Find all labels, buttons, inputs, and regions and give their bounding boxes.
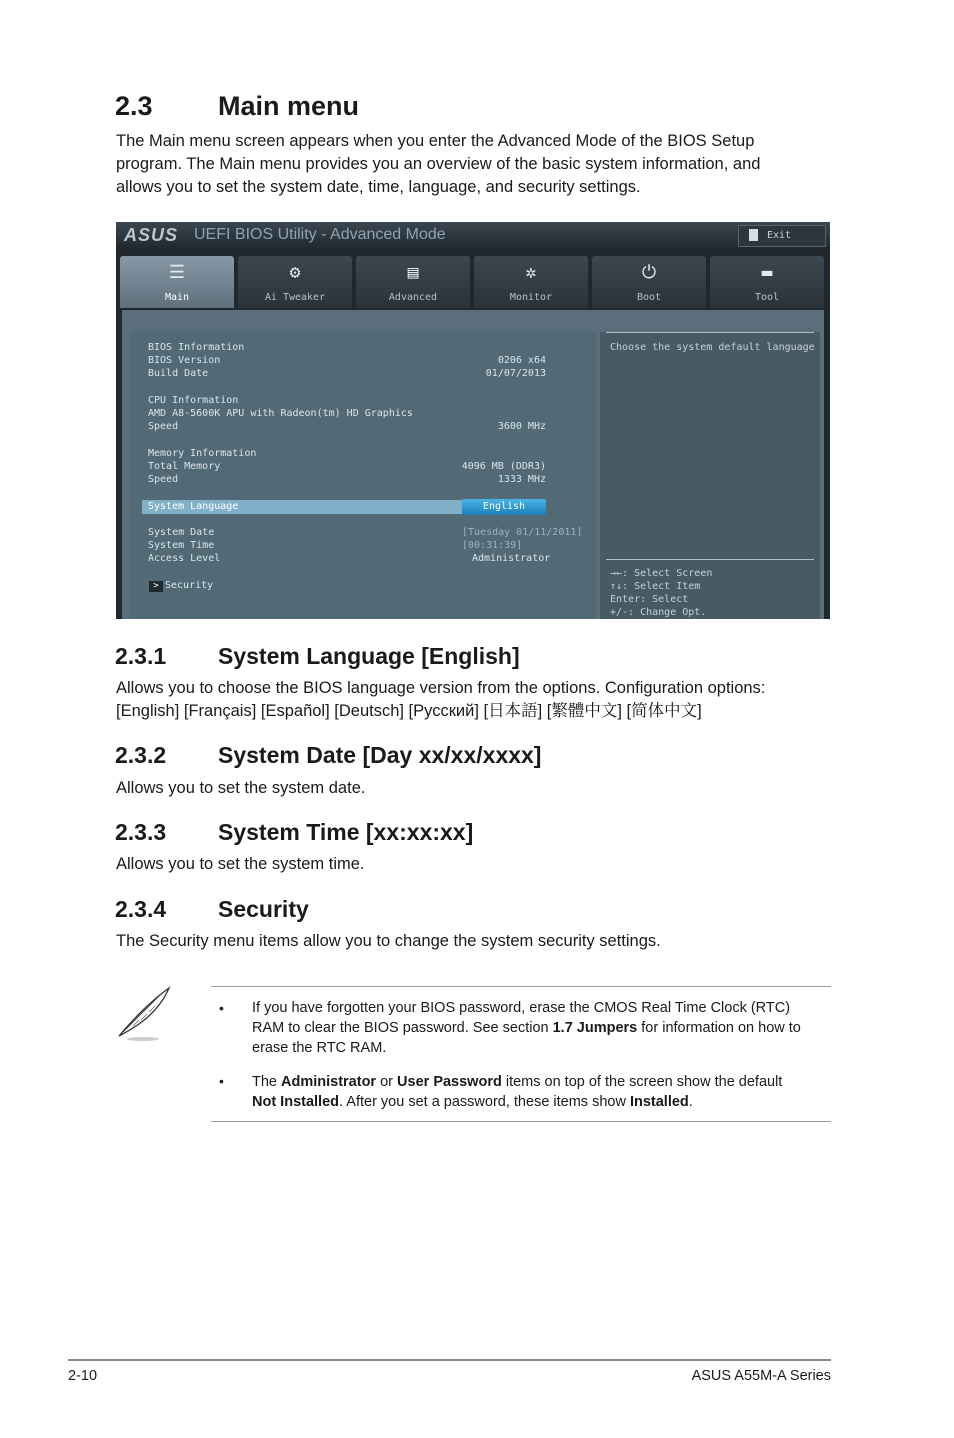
language-paragraph: Allows you to choose the BIOS language version from the options. Configuration options: [English] [Français] [Español] [Deutsch] [Русский] [日本語] [繁體中文] [简体中文] — [116, 679, 766, 720]
build-date-value: 01/07/2013 — [485, 368, 546, 379]
exit-label: Exit — [767, 230, 792, 241]
bios-help-pane — [600, 332, 820, 619]
intro-line-2: program. The Main menu provides you an overview of the basic system information, and — [116, 155, 761, 173]
bios-tab-bar — [120, 256, 830, 308]
bios-content-panel — [122, 310, 824, 619]
system-language-label: System Language — [148, 501, 239, 512]
tool-icon: ▬ — [761, 262, 773, 283]
feather-note-icon — [113, 984, 173, 1044]
bios-screenshot — [116, 222, 830, 619]
submenu-arrow-icon: > — [149, 581, 163, 592]
subsection-heading: 2.3.4 Security — [115, 896, 309, 922]
total-memory-value: 4096 MB (DDR3) — [461, 461, 546, 472]
bullet-icon: • — [219, 1073, 224, 1089]
date-paragraph: Allows you to set the system date. — [116, 779, 366, 797]
exit-button[interactable] — [738, 225, 826, 247]
list-icon: ☰ — [168, 262, 186, 283]
bios-version-label: BIOS Version — [148, 355, 221, 366]
note-top-rule — [211, 986, 831, 987]
monitor-icon: ✲ — [525, 262, 537, 283]
time-paragraph: Allows you to set the system time. — [116, 855, 365, 873]
asus-logo: ASUS — [124, 225, 179, 245]
tab-monitor[interactable]: ✲ Monitor — [474, 256, 588, 308]
cpu-model: AMD A8-5600K APU with Radeon(tm) HD Graphics — [148, 408, 413, 419]
security-paragraph: The Security menu items allow you to change the system security settings. — [116, 932, 661, 950]
cpu-speed-label: Speed — [148, 421, 179, 432]
access-level-value: Administrator — [472, 553, 551, 564]
subsection-heading: 2.3.3 System Time [xx:xx:xx] — [115, 819, 474, 845]
note-bottom-rule — [211, 1121, 831, 1122]
tab-main[interactable]: ☰ Main — [120, 256, 234, 308]
section-number: 2.3 — [115, 91, 153, 121]
memory-info-heading: Memory Information — [148, 448, 257, 459]
bios-settings-pane — [130, 332, 596, 619]
bios-caption: UEFI BIOS Utility - Advanced Mode — [194, 226, 446, 243]
intro-line-3: allows you to set the system date, time, language, and security settings. — [116, 178, 641, 196]
key-hint: →←: Select Screen — [610, 568, 713, 579]
note-bullet-1: If you have forgotten your BIOS password, erase the CMOS Real Time Clock (RTC) RAM to clear the BIOS password. See section 1.7 Jumpers for information on how to erase the RTC RAM. — [252, 1000, 801, 1056]
subsection-heading: 2.3.2 System Date [Day xx/xx/xxxx] — [115, 742, 542, 768]
bios-version-value: 0206 x64 — [497, 355, 546, 366]
bios-info-heading: BIOS Information — [148, 342, 245, 353]
system-language-value[interactable]: English — [462, 499, 546, 515]
system-date-label[interactable]: System Date — [148, 527, 215, 538]
tab-tool[interactable]: ▬ Tool — [710, 256, 824, 308]
security-menu-item[interactable]: Security — [165, 580, 214, 591]
power-icon: ⏻ — [641, 262, 657, 283]
memory-speed-value: 1333 MHz — [497, 474, 546, 485]
section-heading — [115, 91, 359, 122]
help-text: Choose the system default language — [610, 342, 815, 353]
advanced-icon: ▤ — [407, 262, 419, 283]
tab-ai-tweaker[interactable]: ⚙ Ai Tweaker — [238, 256, 352, 308]
key-hint: +/-: Change Opt. — [610, 607, 707, 618]
access-level-label: Access Level — [148, 553, 221, 564]
system-date-value[interactable]: [Tuesday 01/11/2011] — [462, 527, 583, 538]
note-bullet-2: The Administrator or User Password items on top of the screen show the default Not Installed. After you set a password, these items show Installed. — [252, 1074, 783, 1110]
help-divider — [606, 332, 814, 333]
tab-advanced[interactable]: ▤ Advanced — [356, 256, 470, 308]
tab-boot[interactable]: ⏻ Boot — [592, 256, 706, 308]
memory-speed-label: Speed — [148, 474, 179, 485]
keys-divider — [606, 559, 814, 560]
tweaker-icon: ⚙ — [289, 262, 301, 283]
system-time-value[interactable]: [00:31:39] — [462, 540, 523, 551]
intro-paragraph — [116, 130, 836, 199]
cpu-info-heading: CPU Information — [148, 395, 239, 406]
build-date-label: Build Date — [148, 368, 209, 379]
total-memory-label: Total Memory — [148, 461, 221, 472]
key-hint: Enter: Select — [610, 594, 689, 605]
system-language-row[interactable] — [142, 500, 462, 514]
page-number: 2-10 — [68, 1368, 98, 1384]
key-hint: ↑↓: Select Item — [610, 581, 701, 592]
exit-icon — [749, 229, 758, 241]
subsection-heading: 2.3.1 System Language [English] — [115, 643, 520, 669]
product-name: ASUS A55M-A Series — [691, 1368, 831, 1384]
cpu-speed-value: 3600 MHz — [497, 421, 546, 432]
system-time-label[interactable]: System Time — [148, 540, 215, 551]
intro-line-1: The Main menu screen appears when you enter the Advanced Mode of the BIOS Setup — [116, 132, 755, 150]
footer-rule — [68, 1359, 831, 1361]
section-title: Main menu — [218, 91, 360, 121]
bios-title-bar — [116, 222, 830, 248]
bullet-icon: • — [219, 1000, 224, 1016]
